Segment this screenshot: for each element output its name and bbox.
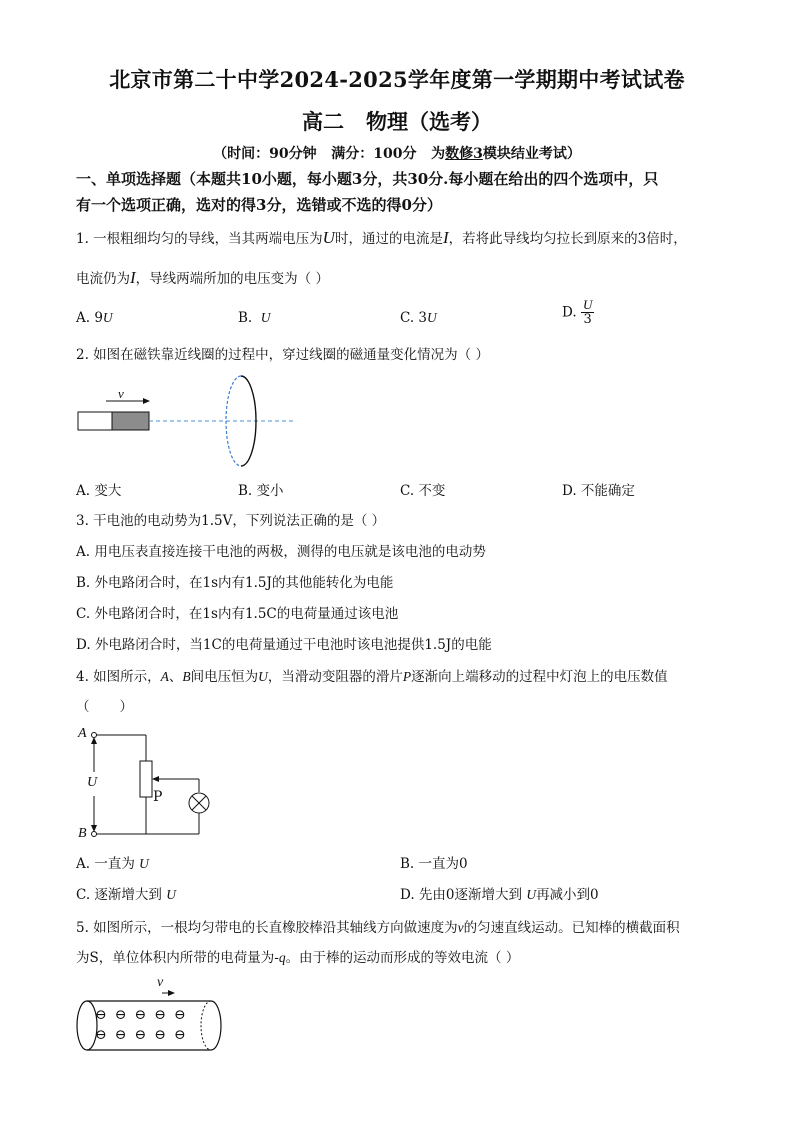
q4-option-a[interactable]: A. 一直为 U: [76, 856, 149, 872]
fraction-u-over-3: $\frac{U}{3}$: [582, 297, 593, 327]
q4-option-c[interactable]: C. 逐渐增大到 U: [76, 887, 176, 903]
q1-option-b[interactable]: B. U: [238, 310, 271, 326]
section-heading: 一、单项选择题（本题共10小题，每小题3分，共30分.每小题在给出的四个选项中，只 有一个选项正确，选对的得3分，选错或不选的得0分）: [76, 170, 659, 214]
q2-option-a[interactable]: A. 变大: [76, 483, 122, 499]
q4-label-u: U: [87, 775, 98, 790]
charge-row-top: ⊖⊖⊖⊖⊖: [95, 1007, 194, 1023]
exam-subject: 高二 物理（选考）: [302, 109, 492, 134]
q5-charges: [95, 1005, 194, 1045]
q3-option-b[interactable]: B. 外电路闭合时，在1s内有1.5J的其他能转化为电能: [76, 575, 394, 591]
q4-option-b[interactable]: B. 一直为0: [400, 856, 468, 872]
q4-option-d[interactable]: D. 先由0逐渐增大到 U再减小到0: [400, 887, 599, 903]
q4-label-p: P: [153, 789, 163, 805]
question-2-stem: 2. 如图在磁铁靠近线圈的过程中，穿过线圈的磁通量变化情况为（ ）: [76, 347, 489, 363]
q2-velocity-label: v: [118, 386, 124, 401]
question-5-line2: 为S，单位体积内所带的电荷量为-q。由于棒的运动而形成的等效电流（ ）: [76, 950, 520, 966]
q3-option-a[interactable]: A. 用电压表直接连接干电池的两极，测得的电压就是该电池的电动势: [76, 544, 486, 560]
exam-title: 北京市第二十中学2024-2025学年度第一学期期中考试试卷: [109, 67, 685, 92]
q4-label-a: A: [78, 726, 87, 741]
q1-option-a[interactable]: A. 9U: [76, 310, 113, 326]
q3-option-c[interactable]: C. 外电路闭合时，在1s内有1.5C的电荷量通过该电池: [76, 606, 399, 622]
q1-option-d[interactable]: D. $\frac{U}{3}$: [562, 297, 593, 327]
q4-label-b: B: [78, 826, 87, 841]
q1-option-c[interactable]: C. 3U: [400, 310, 437, 326]
q2-option-c[interactable]: C. 不变: [400, 483, 446, 499]
question-4-stem: 4. 如图所示，A、B间电压恒为U，当滑动变阻器的滑片P逐渐向上端移动的过程中灯泡上的电压数值: [76, 669, 668, 685]
question-3-stem: 3. 干电池的电动势为1.5V，下列说法正确的是（ ）: [76, 513, 386, 529]
question-1-line1: 1. 一根粗细均匀的导线，当其两端电压为U时，通过的电流是I，若将此导线均匀拉长到原来的3倍时，: [76, 228, 687, 247]
q5-velocity-label: v: [157, 975, 164, 990]
q3-option-d[interactable]: D. 外电路闭合时，当1C的电荷量通过干电池时该电池提供1.5J的电能: [76, 637, 492, 653]
question-4-paren: （ ）: [76, 699, 134, 715]
q2-option-b[interactable]: B. 变小: [238, 483, 284, 499]
question-1-line2: 电流仍为I，导线两端所加的电压变为（ ）: [76, 268, 329, 287]
charge-row-bottom: ⊖⊖⊖⊖⊖: [95, 1027, 194, 1043]
question-5-line1: 5. 如图所示，一根均匀带电的长直橡胶棒沿其轴线方向做速度为v的匀速直线运动。已知棒的横截面积: [76, 920, 680, 936]
exam-info: （时间：90分钟 满分：100分 为数修3模块结业考试）: [213, 146, 581, 162]
q2-option-d[interactable]: D. 不能确定: [562, 483, 635, 499]
